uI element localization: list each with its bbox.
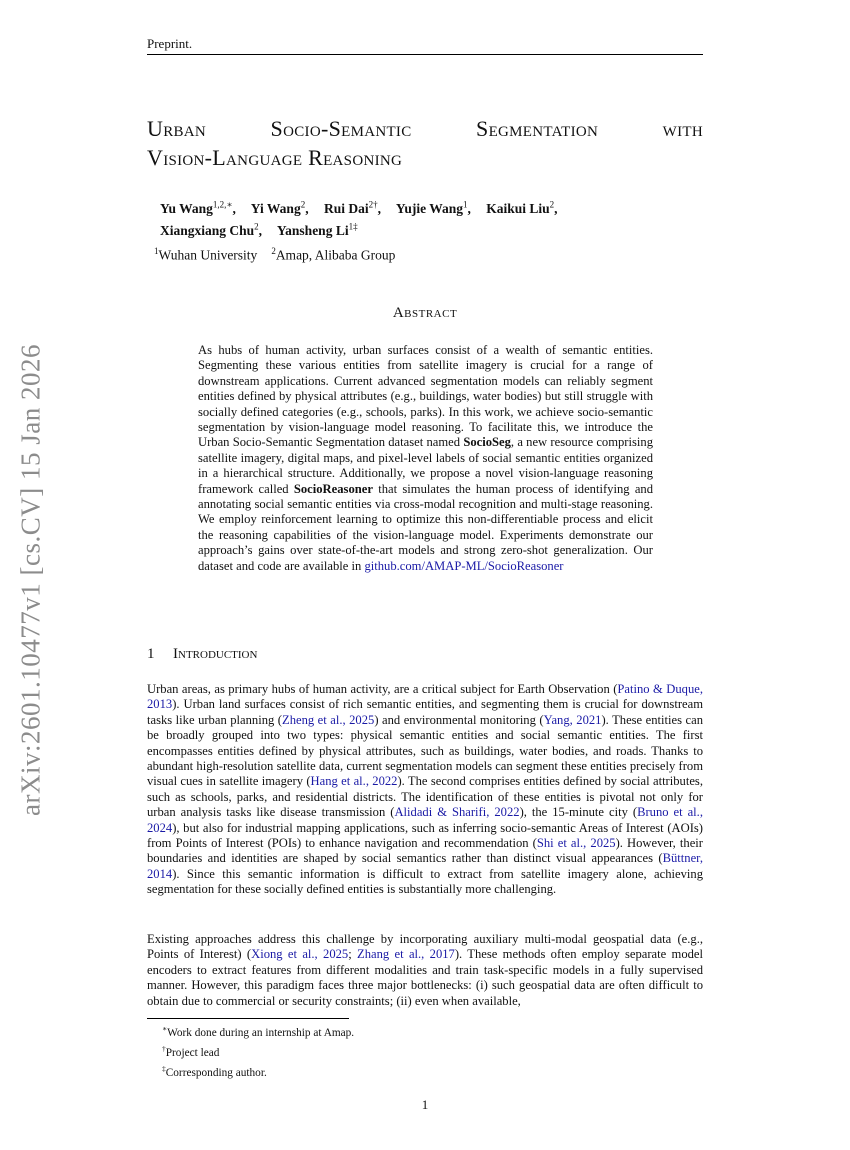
- author-row-1: [160, 195, 700, 218]
- intro-paragraph-1: [147, 682, 703, 898]
- citation-link[interactable]: Yang, 2021: [543, 712, 602, 727]
- author: Yu Wang$^{1,2,∗}$,: [160, 199, 236, 216]
- paragraph-text: ). Since this semantic information is difficult to extract from satellite imagery alone, achieving segmentation for these socially defined entities is substantially more challenging.: [147, 866, 703, 897]
- title-line-2: Vision-Language Reasoning: [147, 145, 403, 170]
- author: Rui Dai$^{2\dagger}$,: [323, 199, 381, 216]
- citation-link[interactable]: Hang et al., 2022: [310, 774, 398, 789]
- citation-link[interactable]: Bruno et al., 2024: [147, 805, 703, 835]
- footnote: ∗Work done during an internship at Amap.: [162, 1024, 355, 1039]
- dataset-name: SocioSeg: [463, 435, 511, 450]
- citation-link[interactable]: Patino & Duque, 2013: [147, 682, 703, 712]
- title-word: Segmentation: [476, 116, 599, 141]
- citation-link[interactable]: Zhang et al., 2017: [357, 947, 455, 962]
- paragraph-text: Existing approaches address this challenge by incorporating auxiliary multi-modal geospatial data (e.g., Points of Interest) (: [147, 932, 703, 962]
- title-line-1: [147, 114, 703, 143]
- arxiv-identifier-text: arXiv:2601.10477v1 [cs.CV] 15 Jan 2026: [15, 344, 46, 816]
- page-number: 1: [421, 1097, 429, 1112]
- citation-link[interactable]: Xiong et al., 2025: [251, 947, 349, 962]
- paragraph-text: ;: [348, 947, 358, 962]
- title-word: Socio-Semantic: [270, 116, 412, 141]
- intro-paragraph-2: [147, 932, 703, 1009]
- paper-title: [147, 114, 703, 172]
- title-word: Urban: [147, 116, 207, 141]
- paragraph-text: ). However, their boundaries and identities are shaped by social semantics rather than distinct visual appearances (: [147, 836, 703, 866]
- code-link[interactable]: github.com/AMAP-ML/SocioReasoner: [364, 558, 564, 573]
- author: Kaikui Liu$^2$,: [486, 199, 558, 216]
- citation-link[interactable]: Alidadi & Sharifi, 2022: [394, 805, 520, 820]
- section-heading: [147, 646, 257, 663]
- paragraph-text: ). These entities can be broadly grouped into two types: physical semantic entities and social semantic entities. The first encompasses entities defined by physical attributes, such as buildings, water bodies, and roads. Thanks to abundant high-resolution satellite data, current segmentation models can segment these entities precisely from visual cues in satellite imagery (: [147, 712, 703, 789]
- citation-link[interactable]: Zheng et al., 2025: [282, 712, 375, 727]
- affiliation-name: Amap, Alibaba Group: [275, 247, 396, 263]
- author: Yujie Wang$^1$,: [395, 199, 471, 216]
- paragraph-text: ) and environmental monitoring (: [374, 712, 544, 727]
- title-word: with: [662, 116, 703, 141]
- author: Xiangxiang Chu$^2$,: [160, 221, 263, 238]
- paragraph-text: ). Urban land surfaces consist of rich semantic entities, and segmenting them is crucial for downstream tasks like urban planning (: [147, 697, 703, 727]
- footnote-rule: [147, 1018, 349, 1019]
- affiliations: $^1$Wuhan University $^2$Amap, Alibaba Group: [154, 246, 396, 263]
- paragraph-text: ). The second comprises entities defined by social attributes, such as schools, parks, and residential districts. The identification of these entities is pivotal not only for urban analysis tasks like disease transmission (: [147, 774, 703, 820]
- paragraph-text: ), but also for industrial mapping applications, such as inferring socio-semantic Areas of Interest (AOIs) from Points of Interest (POIs) to enhance navigation and recommendation (: [147, 820, 703, 851]
- paragraph-text: Urban areas, as primary hubs of human activity, are a critical subject for Earth Observation (: [147, 682, 618, 696]
- footnote: ‡Corresponding author.: [162, 1063, 267, 1079]
- section-title: Introduction: [173, 646, 258, 662]
- paragraph-text: ). These methods often employ separate model encoders to extract features from different modalities and train task-specific models in a fully supervised manner. However, this paradigm faces three major bottlenecks: (i) such geospatial data are often difficult to obtain due to commercial or security constraints; (ii) even when available,: [147, 947, 703, 1008]
- author-row-2: [160, 218, 700, 241]
- footnotes: [162, 1021, 354, 1080]
- author-list: [160, 195, 700, 240]
- section-number: 1: [147, 646, 155, 662]
- author: Yansheng $Li^{1\ddagger}$: [276, 221, 358, 238]
- footnote: †Project lead: [162, 1043, 220, 1059]
- framework-name: SocioReasoner: [293, 481, 373, 496]
- running-header: Preprint.: [147, 36, 703, 55]
- citation-link[interactable]: Shi et al., 2025: [536, 836, 616, 851]
- citation-link[interactable]: Büttner, 2014: [147, 851, 703, 881]
- abstract-body: As hubs of human activity, urban surfaces consist of a wealth of semantic entities. Segmenting these various entities from satellite imagery is crucial for a range of downstream applications. Current advanced segmentation models can reliably segment entities defined by physical attributes (e.g., buildings, water bodies) but still struggle with socially defined categories (e.g., schools, parks). In this work, we achieve socio-semantic segmentation by vision-language model reasoning. To facilitate this, we introduce the Urban Socio-Semantic Segmentation dataset named SocioSeg, a new resource comprising satellite imagery, digital maps, and pixel-level labels of social semantic entities organized in a hierarchical structure. Additionally, we propose a novel vision-language reasoning framework called SocioReasoner that simulates the human process of identifying and annotating social semantic entities via cross-modal recognition and multi-stage reasoning. We employ reinforcement learning to optimize this non-differentiable process and elicit the reasoning capabilities of the vision-language model. Experiments demonstrate our approach’s gains over state-of-the-art models and strong zero-shot generalization. Our dataset and code are available in github.com/AMAP-ML/SocioReasoner: [198, 343, 653, 573]
- author: Yi Wang$^2$,: [250, 199, 309, 216]
- arxiv-identifier: [8, 330, 54, 830]
- affiliation-name: Wuhan University: [158, 247, 258, 263]
- paragraph-text: ), the 15-minute city (: [519, 805, 638, 820]
- abstract-heading: Abstract: [392, 305, 458, 321]
